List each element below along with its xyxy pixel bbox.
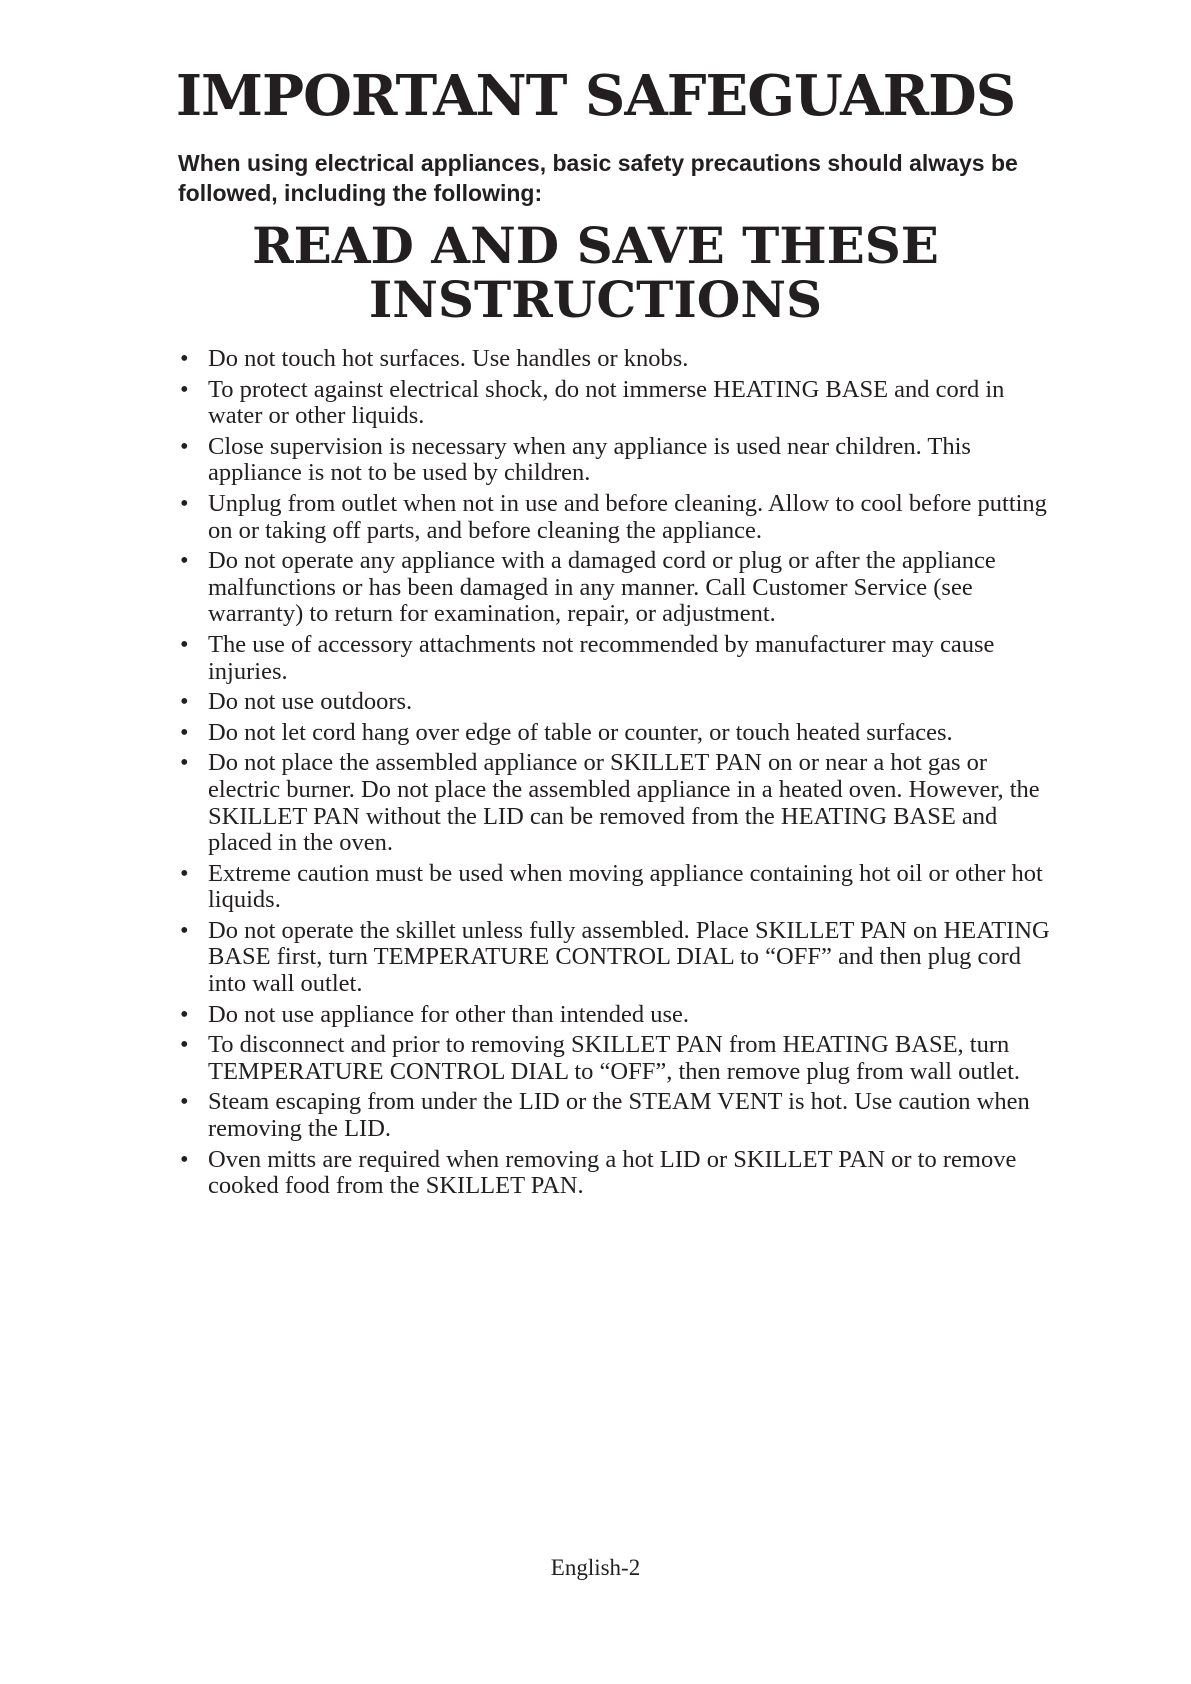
list-item [180,632,1060,685]
list-item-text: Do not use appliance for other than intended use. [208,1000,690,1028]
list-item-text: Do not operate any appliance with a damaged cord or plug or after the appliance malfunctions or has been damaged in any manner. Call Customer Service (see warranty) to return for examination, repair, or adjustment. [208,547,996,628]
bullet-icon: • [180,718,189,746]
list-item-text: The use of accessory attachments not recommended by manufacturer may cause injuries. [208,630,995,685]
bullet-icon: • [180,749,189,777]
list-item [180,1032,1060,1085]
bullet-icon: • [180,489,189,517]
subtitle-line-1: READ AND SAVE THESE [252,216,939,275]
list-item [180,1089,1060,1142]
list-item [180,346,1060,373]
page-title: IMPORTANT SAFEGUARDS [175,63,1016,129]
list-item-text: Do not let cord hang over edge of table or counter, or touch heated surfaces. [208,718,953,746]
list-item [180,1002,1060,1029]
list-item-text: Close supervision is necessary when any appliance is used near children. This appliance is not to be used by children. [208,432,971,487]
list-item [180,750,1060,856]
page-number: English-2 [550,1555,641,1580]
list-item [180,1147,1060,1200]
bullet-icon: • [180,630,189,658]
list-item-text: Do not place the assembled appliance or SKILLET PAN on or near a hot gas or electric burner. Do not place the assembled appliance in a heated oven. However, the SKILLET PAN without the LID can be removed from the HEATING BASE and placed in the oven. [208,749,1040,857]
bullet-icon: • [180,432,189,460]
list-item [180,491,1060,544]
list-item-text: To disconnect and prior to removing SKILLET PAN from HEATING BASE, turn TEMPERATURE CONTROL DIAL to “OFF”, then remove plug from wall outlet. [208,1031,1021,1085]
bullet-icon: • [180,1145,189,1173]
list-item [180,377,1060,430]
intro-text: When using electrical appliances, basic safety precautions should always be followed, including the following: [178,150,1018,206]
list-item [180,720,1060,747]
subtitle-line-2: INSTRUCTIONS [368,270,823,329]
bullet-icon: • [180,547,189,575]
list-item-text: Do not touch hot surfaces. Use handles or knobs. [208,345,689,372]
bullet-icon: • [180,375,189,403]
bullet-icon: • [180,345,189,372]
list-item [180,548,1060,628]
list-item [180,861,1060,914]
list-item-text: Extreme caution must be used when moving appliance containing hot oil or other hot liquids. [208,859,1043,914]
bullet-icon: • [180,1088,189,1116]
list-item-text: To protect against electrical shock, do not immerse HEATING BASE and cord in water or other liquids. [208,375,1005,430]
list-item-text: Do not use outdoors. [208,688,413,716]
list-item [180,918,1060,998]
bullet-icon: • [180,688,189,716]
bullet-icon: • [180,916,189,944]
subtitle [0,216,1191,329]
list-item-text: Unplug from outlet when not in use and before cleaning. Allow to cool before putting on or taking off parts, and before cleaning the appliance. [208,489,1047,544]
list-item-text: Do not operate the skillet unless fully assembled. Place SKILLET PAN on HEATING BASE first, turn TEMPERATURE CONTROL DIAL to “OFF” and then plug cord into wall outlet. [208,916,1050,998]
safeguards-list [180,346,1060,1204]
bullet-icon: • [180,859,189,887]
list-item [180,689,1060,716]
list-item [180,434,1060,487]
list-item-text: Steam escaping from under the LID or the STEAM VENT is hot. Use caution when removing the LID. [208,1088,1030,1143]
bullet-icon: • [180,1031,189,1059]
bullet-icon: • [180,1000,189,1028]
list-item-text: Oven mitts are required when removing a hot LID or SKILLET PAN or to remove cooked food from the SKILLET PAN. [208,1145,1017,1200]
